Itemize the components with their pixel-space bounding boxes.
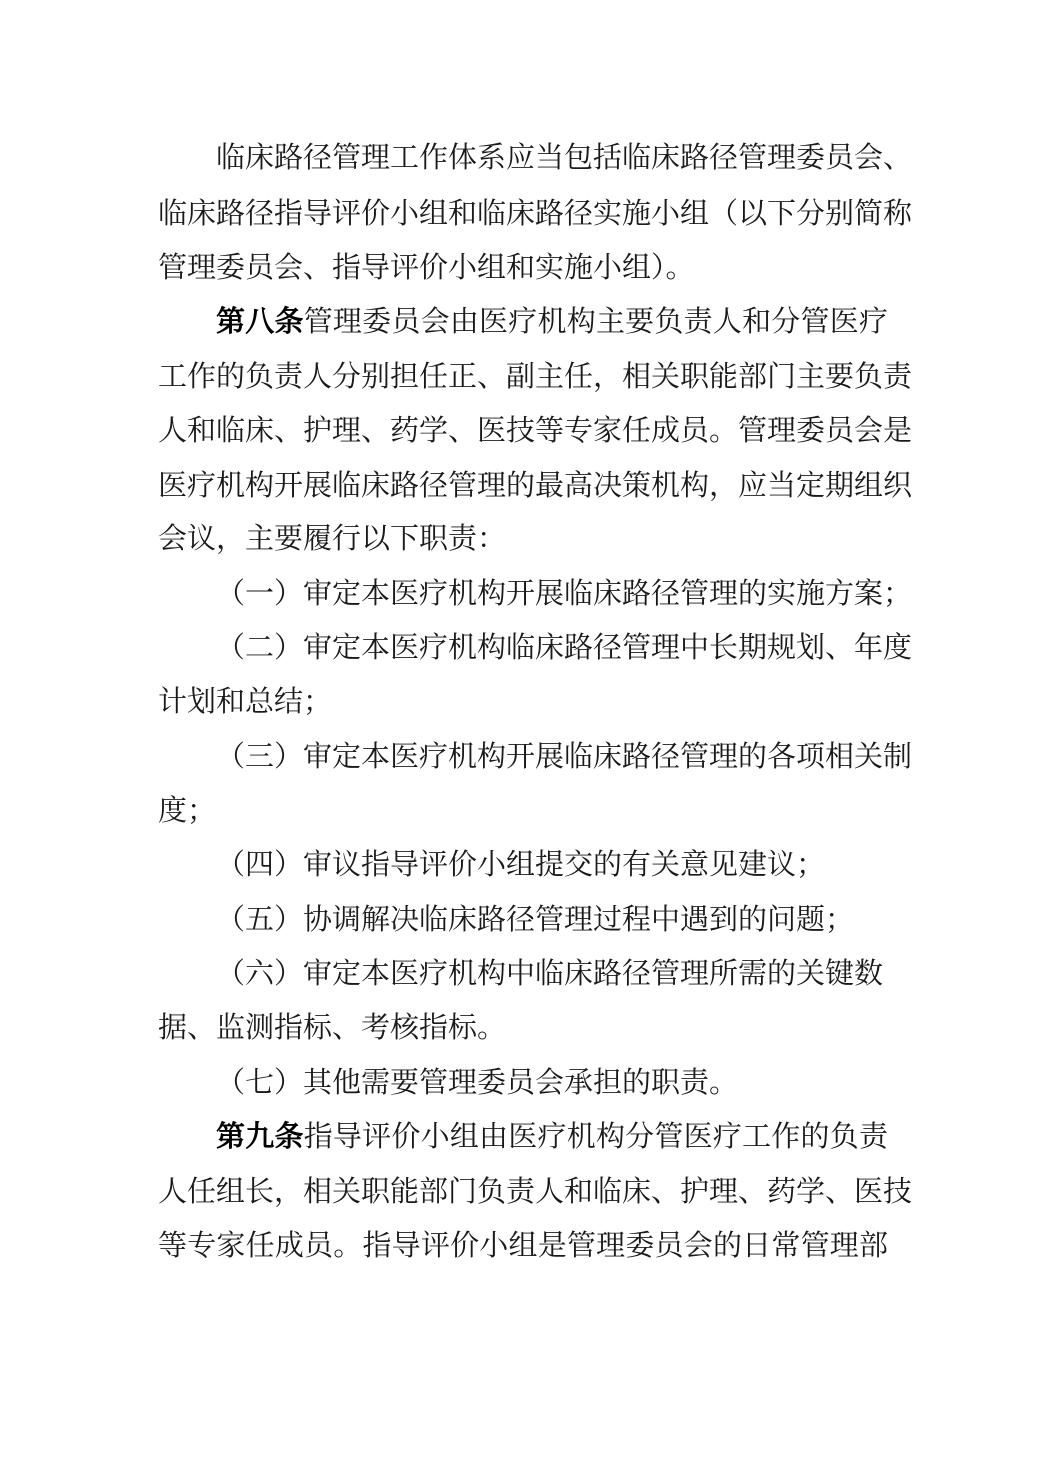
paragraph-line: 人任组长，相关职能部门负责人和临床、护理、药学、医技 [158, 1174, 913, 1208]
list-item: （七）其他需要管理委员会承担的职责。 [216, 1065, 739, 1099]
paragraph-line: 临床路径管理工作体系应当包括临床路径管理委员会、 [216, 140, 913, 174]
paragraph-line: 人和临床、护理、药学、医技等专家任成员。管理委员会是 [158, 413, 913, 447]
list-item: （二）审定本医疗机构临床路径管理中长期规划、年度 [216, 630, 913, 664]
list-item: （六）审定本医疗机构中临床路径管理所需的关键数 [216, 956, 884, 990]
paragraph-line: 会议，主要履行以下职责： [158, 521, 507, 555]
list-item: （一）审定本医疗机构开展临床路径管理的实施方案； [216, 576, 913, 610]
list-item: （五）协调解决临床路径管理过程中遇到的问题； [216, 902, 855, 936]
list-item-continuation: 据、监测指标、考核指标。 [158, 1010, 507, 1044]
list-item: （四）审议指导评价小组提交的有关意见建议； [216, 847, 826, 881]
list-item-continuation: 度； [158, 793, 217, 827]
list-item-continuation: 计划和总结； [158, 684, 333, 718]
paragraph-line: 临床路径指导评价小组和临床路径实施小组（以下分别简称 [158, 196, 913, 230]
article-9-line: 第九条指导评价小组由医疗机构分管医疗工作的负责 [216, 1119, 888, 1153]
article-9-label: 第九条 [216, 1119, 304, 1153]
paragraph-line: 管理委员会、指导评价小组和实施小组）。 [158, 250, 695, 284]
article-8-line: 第八条管理委员会由医疗机构主要负责人和分管医疗 [216, 304, 888, 338]
paragraph-line: 医疗机构开展临床路径管理的最高决策机构，应当定期组织 [158, 468, 913, 502]
paragraph-line: 等专家任成员。指导评价小组是管理委员会的日常管理部 [158, 1228, 888, 1262]
article-8-label: 第八条 [216, 304, 304, 338]
paragraph-line: 工作的负责人分别担任正、副主任，相关职能部门主要负责 [158, 359, 913, 393]
list-item: （三）审定本医疗机构开展临床路径管理的各项相关制 [216, 739, 913, 773]
